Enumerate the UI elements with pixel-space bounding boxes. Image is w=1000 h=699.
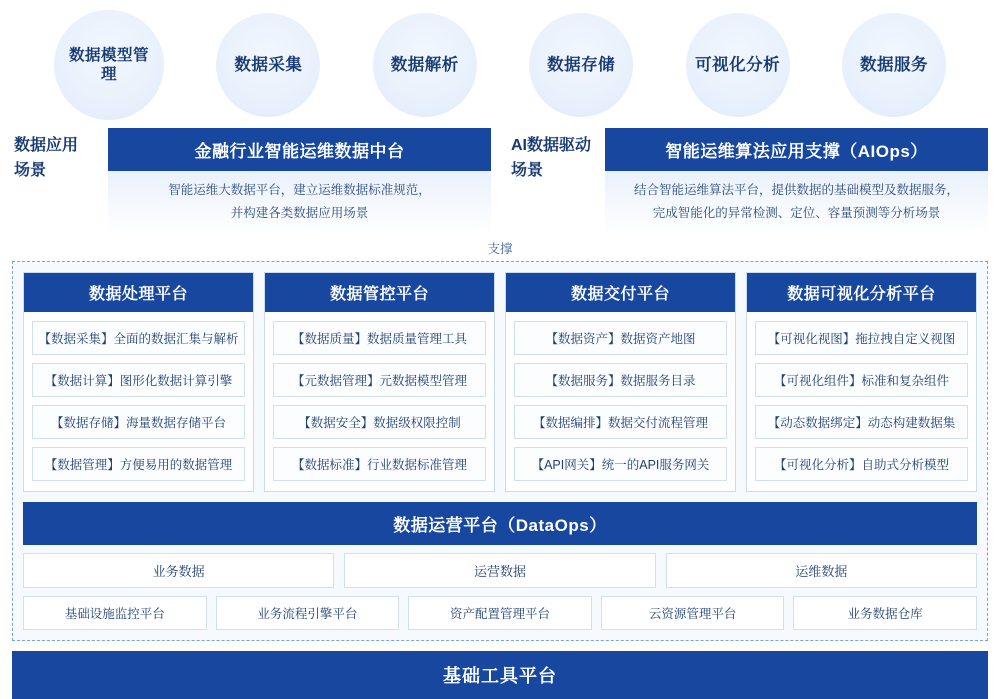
scenario-title: 金融行业智能运维数据中台 bbox=[108, 128, 491, 171]
list-item: 【数据服务】数据服务目录 bbox=[514, 363, 727, 397]
column-items bbox=[747, 312, 976, 491]
column-title: 数据交付平台 bbox=[506, 273, 735, 312]
scenario-side-label-line2: 场景 bbox=[511, 161, 544, 179]
bubble-visual-analysis bbox=[686, 13, 790, 117]
list-item: 业务数据 bbox=[23, 553, 334, 588]
list-item: 运维数据 bbox=[666, 553, 977, 588]
scenario-side-label-line1: AI数据驱动 bbox=[511, 137, 592, 154]
list-item: 【元数据管理】元数据模型管理 bbox=[273, 363, 486, 397]
bubble-label: 数据模型管理 bbox=[68, 46, 149, 83]
column-title: 数据处理平台 bbox=[24, 273, 253, 312]
platform-container bbox=[12, 261, 988, 641]
bubble-data-collection bbox=[216, 13, 320, 117]
scenario-row bbox=[0, 122, 1000, 235]
scenario-data-application bbox=[12, 128, 491, 235]
support-connector bbox=[0, 235, 1000, 261]
list-item: 【数据采集】全面的数据汇集与解析 bbox=[32, 321, 245, 355]
scenario-content bbox=[108, 128, 491, 235]
bubble-data-model-management bbox=[54, 10, 164, 120]
dataops-data-type-row bbox=[23, 553, 977, 588]
list-item: 【API网关】统一的API服务网关 bbox=[514, 447, 727, 481]
list-item: 运营数据 bbox=[344, 553, 655, 588]
dataops-title: 数据运营平台（DataOps） bbox=[23, 502, 977, 545]
scenario-side-label-line2: 场景 bbox=[14, 161, 47, 179]
dataops-platform-row bbox=[23, 596, 977, 630]
top-bubble-row bbox=[0, 0, 1000, 122]
foundation-tool-platform-bar: 基础工具平台 bbox=[12, 651, 988, 699]
scenario-content bbox=[605, 128, 988, 235]
support-label: 支撑 bbox=[481, 239, 518, 257]
column-data-delivery-platform bbox=[505, 272, 736, 492]
column-title: 数据可视化分析平台 bbox=[747, 273, 976, 312]
list-item: 【数据质量】数据质量管理工具 bbox=[273, 321, 486, 355]
bubble-data-parsing bbox=[373, 13, 477, 117]
list-item: 云资源管理平台 bbox=[601, 596, 785, 630]
scenario-description-line2: 并构建各类数据应用场景 bbox=[230, 206, 369, 221]
list-item: 【数据管理】方便易用的数据管理 bbox=[32, 447, 245, 481]
scenario-side-label bbox=[509, 128, 605, 184]
scenario-description-line1: 结合智能运维算法平台，提供数据的基础模型及数据服务， bbox=[633, 183, 959, 197]
column-items bbox=[24, 312, 253, 491]
column-items bbox=[265, 312, 494, 491]
list-item: 【数据计算】图形化数据计算引擎 bbox=[32, 363, 245, 397]
list-item: 【可视化视图】拖拉拽自定义视图 bbox=[755, 321, 968, 355]
scenario-ai-data-driven bbox=[509, 128, 988, 235]
bubble-label: 数据解析 bbox=[390, 55, 459, 74]
bubble-label: 数据服务 bbox=[859, 55, 928, 74]
bubble-label: 可视化分析 bbox=[695, 55, 781, 74]
bubble-data-service bbox=[842, 13, 946, 117]
scenario-description-line2: 完成智能化的异常检测、定位、容量预测等分析场景 bbox=[652, 206, 941, 221]
scenario-side-label-line1: 数据应用 bbox=[14, 137, 79, 154]
list-item: 【可视化组件】标准和复杂组件 bbox=[755, 363, 968, 397]
scenario-description bbox=[108, 171, 491, 235]
column-data-processing-platform bbox=[23, 272, 254, 492]
scenario-description bbox=[605, 171, 988, 235]
list-item: 【数据标准】行业数据标准管理 bbox=[273, 447, 486, 481]
bubble-label: 数据采集 bbox=[234, 55, 303, 74]
list-item: 【动态数据绑定】动态构建数据集 bbox=[755, 405, 968, 439]
list-item: 资产配置管理平台 bbox=[408, 596, 592, 630]
column-data-visualization-platform bbox=[746, 272, 977, 492]
column-items bbox=[506, 312, 735, 491]
bubble-label: 数据存储 bbox=[547, 55, 616, 74]
list-item: 【数据资产】数据资产地图 bbox=[514, 321, 727, 355]
list-item: 【数据编排】数据交付流程管理 bbox=[514, 405, 727, 439]
scenario-side-label bbox=[12, 128, 108, 184]
list-item: 【可视化分析】自助式分析模型 bbox=[755, 447, 968, 481]
list-item: 业务流程引擎平台 bbox=[216, 596, 400, 630]
bubble-data-storage bbox=[529, 13, 633, 117]
column-title: 数据管控平台 bbox=[265, 273, 494, 312]
list-item: 【数据安全】数据级权限控制 bbox=[273, 405, 486, 439]
column-data-governance-platform bbox=[264, 272, 495, 492]
list-item: 【数据存储】海量数据存储平台 bbox=[32, 405, 245, 439]
platform-columns bbox=[23, 272, 977, 492]
scenario-description-line1: 智能运维大数据平台，建立运维数据标准规范， bbox=[168, 183, 431, 197]
scenario-title: 智能运维算法应用支撑（AIOps） bbox=[605, 128, 988, 171]
list-item: 基础设施监控平台 bbox=[23, 596, 207, 630]
list-item: 业务数据仓库 bbox=[793, 596, 977, 630]
